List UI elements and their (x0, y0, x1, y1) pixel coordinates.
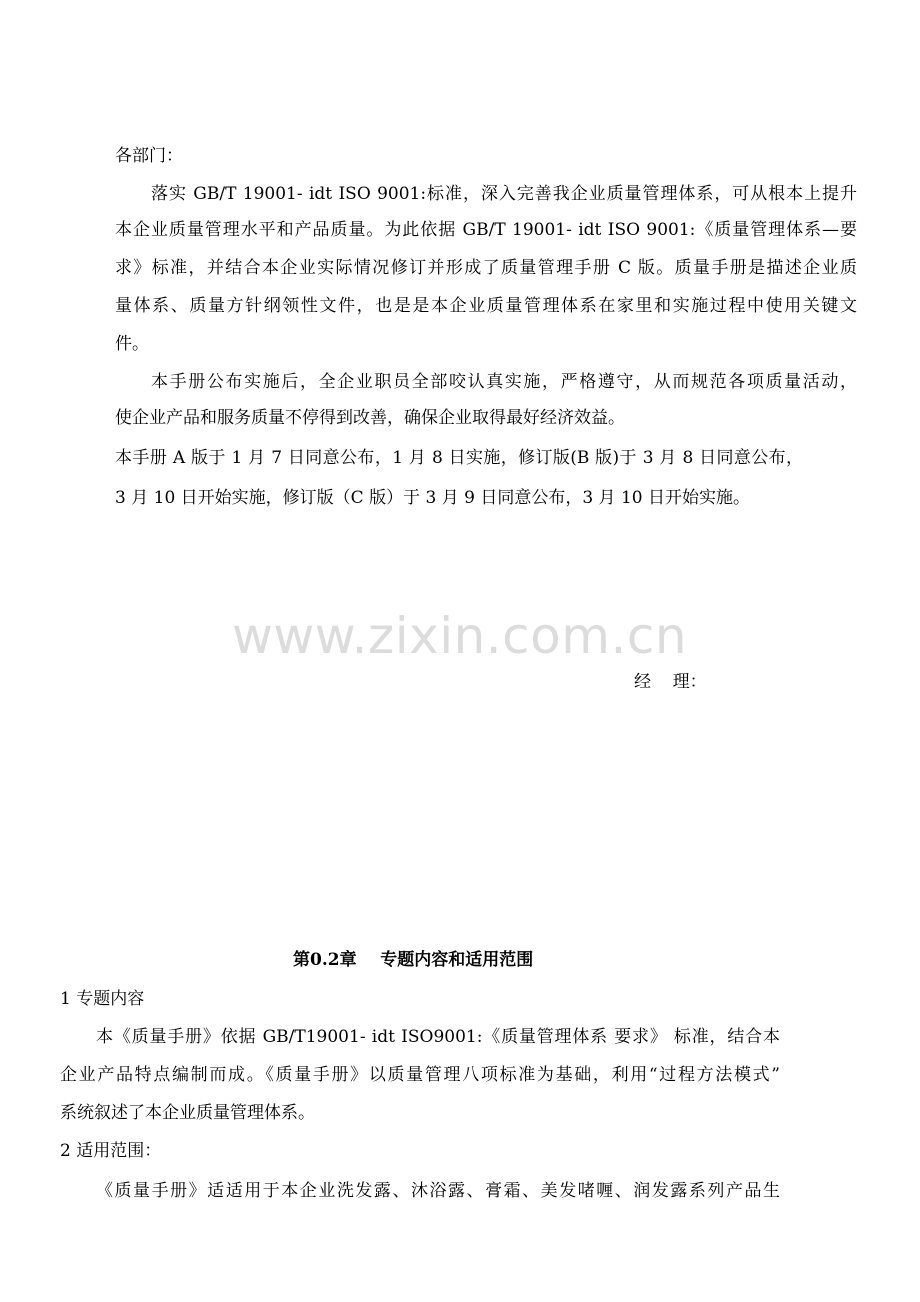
section1-line-1: 本《质量手册》依据 GB/T19001- idt ISO9001:《质量管理体系 要求》 标准，结合本 (96, 1027, 780, 1047)
para2-line-2: 使企业产品和服务质量不停得到改善，确保企业取得最好经济效益。 (115, 408, 625, 428)
para3-line-2: 3 月 10 日开始实施，修订版（C 版）于 3 月 9 日同意公布，3 月 10 日开始实施。 (115, 488, 750, 508)
chapter-title: 第0.2章 专题内容和适用范围 (293, 950, 534, 970)
watermark: www.zixin.com.cn (232, 607, 688, 665)
section1-line-3: 系统叙述了本企业质量管理体系。 (60, 1103, 315, 1123)
para2-line-1: 本手册公布实施后，全企业职员全部咬认真实施，严格遵守，从而规范各项质量活动， (151, 372, 857, 392)
para3-line-1: 本手册 A 版于 1 月 7 日同意公布，1 月 8 日实施，修订版(B 版)于 3 月 8 日同意公布， (115, 448, 803, 468)
salutation: 各部门： (115, 146, 183, 166)
section1-line-2: 企业产品特点编制而成。《质量手册》以质量管理八项标准为基础，利用“过程方法模式” (60, 1065, 780, 1085)
section2-heading: 2 适用范围： (60, 1141, 162, 1161)
para1-line-5: 件。 (115, 334, 149, 354)
para1-line-4: 量体系、质量方针纲领性文件，也是是本企业质量管理体系在家里和实施过程中使用关键文 (115, 296, 857, 316)
manager-signature-label: 经 理： (634, 672, 707, 692)
section2-line-1: 《质量手册》适适用于本企业洗发露、沐浴露、膏霜、美发啫喱、润发露系列产品生 (96, 1181, 780, 1201)
para1-line-2: 本企业质量管理水平和产品质量。为此依据 GB/T 19001- idt ISO 9001:《质量管理体系—要 (115, 220, 857, 240)
section1-heading: 1 专题内容 (60, 989, 145, 1009)
para1-line-1: 落实 GB/T 19001- idt ISO 9001:标准，深入完善我企业质量管理体系，可从根本上提升 (151, 184, 857, 204)
para1-line-3: 求》标准，并结合本企业实际情况修订并形成了质量管理手册 C 版。质量手册是描述企业质 (115, 258, 857, 278)
